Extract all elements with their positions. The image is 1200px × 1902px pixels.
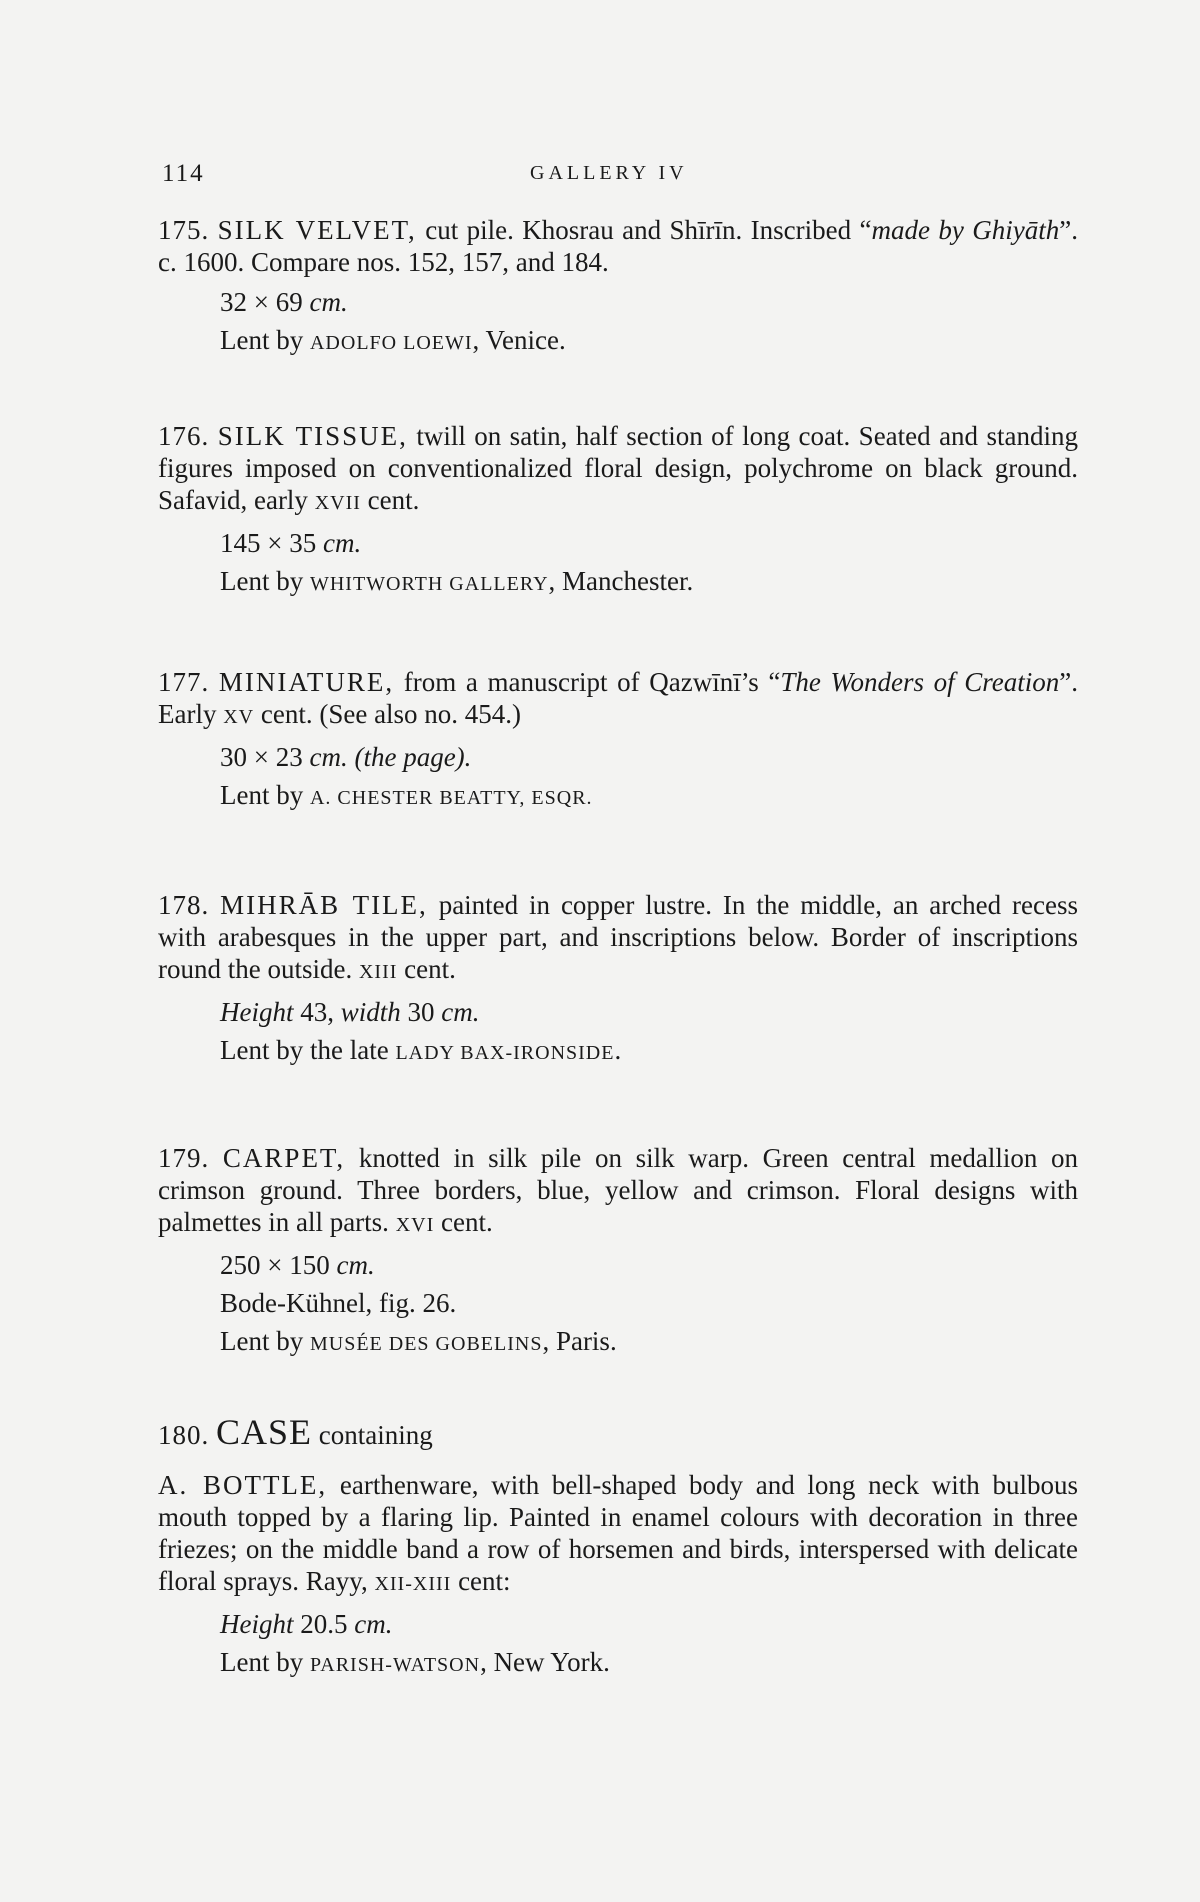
lender-line: Lent by MUSÉE DES GOBELINS, Paris. (220, 1326, 617, 1356)
dimensions: 30 × 23 cm. (the page). (220, 742, 472, 772)
dimensions: 250 × 150 cm. (220, 1250, 375, 1280)
entry-description: cut pile. Khosrau and Shīrīn. Inscribed “ (416, 215, 872, 245)
entry-number: 178. (158, 890, 210, 920)
lender-name: ADOLFO LOEWI (309, 332, 473, 354)
century: XVI (395, 1214, 435, 1236)
lender-line: Lent by PARISH-WATSON, New York. (220, 1647, 610, 1677)
entry-number: 175. (158, 215, 210, 245)
lender-line: Lent by WHITWORTH GALLERY, Manchester. (220, 566, 694, 596)
century: XV (223, 706, 255, 728)
entry-number: 180. (158, 1420, 210, 1450)
entry-number: 177. (158, 667, 210, 697)
entry-description: from a manuscript of Qazwīnī’s “ (394, 667, 781, 697)
dimensions: Height 20.5 cm. (220, 1609, 393, 1639)
entry-description: knotted in silk pile on silk warp. Green central medallion on crimson ground. Three borders, blue, yellow and crimson. Floral designs with palmettes in all parts. (158, 1143, 1078, 1237)
catalogue-entry-179: 179. CARPET, knotted in silk pile on silk warp. Green central medallion on crimson ground. Three borders, blue, yellow and crimson. Floral designs with palmettes in all parts. XVI cent. 250 × 150 cm. Bode-Kühnel, fig. 26. Lent by MUSÉE DES GOBELINS, Paris. (158, 1142, 1078, 1360)
catalogue-entry-176: 176. SILK TISSUE, twill on satin, half section of long coat. Seated and standing figures imposed on conventionalized floral design, polychrome on black ground. Safavid, early XVII cent. 145 × 35 cm. Lent by WHITWORTH GALLERY, Manchester. (158, 420, 1078, 600)
lender-line: Lent by ADOLFO LOEWI, Venice. (220, 325, 566, 355)
entry-number: 176. (158, 421, 210, 451)
page-number: 114 (162, 160, 205, 187)
entry-description: painted in copper lustre. In the middle, an arched recess with arabesques in the upper part, and inscriptions below. Border of inscriptions round the outside. (158, 890, 1079, 984)
catalogue-entry-175 (158, 214, 1078, 359)
catalogue-entry-180 (158, 1412, 1078, 1681)
running-head: GALLERY IV (530, 162, 688, 184)
catalogue-entry-177: 177. MINIATURE, from a manuscript of Qazwīnī’s “The Wonders of Creation”. Early XV cent. (See also no. 454.) 30 × 23 cm. (the page). Lent by A. CHESTER BEATTY, ESQR. (158, 666, 1078, 814)
dimensions: Height 43, width 30 cm. (220, 997, 480, 1027)
lender-name: MUSÉE DES GOBELINS (309, 1333, 543, 1355)
entry-description-end: ”. c. 1600. Compare nos. 152, 157, and 184. (158, 215, 1079, 277)
lender-name: LADY BAX-IRONSIDE (395, 1042, 615, 1064)
bibliographic-reference: Bode-Kühnel, fig. 26. (220, 1288, 457, 1318)
inscription-text: made by Ghiyāth (871, 215, 1060, 245)
lender-name: A. CHESTER BEATTY, ESQR. (309, 787, 593, 809)
lender-line: Lent by A. CHESTER BEATTY, ESQR. (220, 780, 593, 810)
case-heading: 180. CASE containing (158, 1412, 433, 1452)
page-header (0, 160, 1200, 200)
entry-title: SILK VELVET, (217, 215, 417, 245)
lender-line: Lent by the late LADY BAX-IRONSIDE. (220, 1035, 622, 1065)
case-item-a: A. BOTTLE, earthenware, with bell-shaped body and long neck with bulbous mouth topped by a flaring lip. Painted in enamel colours with decoration in three friezes; on the middle band a row of horsemen and birds, interspersed with delicate floral sprays. Rayy, XII-XIII cent: (158, 1470, 1078, 1596)
century: XVII (314, 492, 361, 514)
catalogue-entry-178: 178. MIHRĀB TILE, painted in copper lustre. In the middle, an arched recess with arabesques in the upper part, and inscriptions below. Border of inscriptions round the outside. XIII cent. Height 43, width 30 cm. Lent by the late LADY BAX-IRONSIDE. (158, 889, 1078, 1069)
century: XIII (358, 961, 398, 983)
century: XII-XIII (374, 1573, 452, 1595)
entry-title: SILK TISSUE, (217, 421, 408, 451)
lender-name: PARISH-WATSON (309, 1654, 481, 1676)
lender-name: WHITWORTH GALLERY (309, 573, 549, 595)
entry-title: MINIATURE, (218, 667, 395, 697)
item-label: A. BOTTLE, (158, 1470, 328, 1500)
entry-description: earthenware, with bell-shaped body and long neck with bulbous mouth topped by a flaring lip. Painted in enamel colours with decoration in three friezes; on the middle band a row of horsemen and birds, interspersed with delicate floral sprays. Rayy, (158, 1470, 1078, 1596)
entry-title: MIHRĀB TILE, (220, 890, 428, 920)
dimensions: 32 × 69 cm. (220, 287, 348, 317)
entry-title: CARPET, (222, 1143, 346, 1173)
entry-title: CASE (216, 1412, 313, 1452)
work-title: The Wonders of Creation (780, 667, 1060, 697)
entry-description: twill on satin, half section of long coat. Seated and standing figures imposed on conventionalized floral design, polychrome on black ground. Safavid, early (158, 421, 1078, 515)
dimensions: 145 × 35 cm. (220, 528, 362, 558)
entry-number: 179. (158, 1143, 210, 1173)
